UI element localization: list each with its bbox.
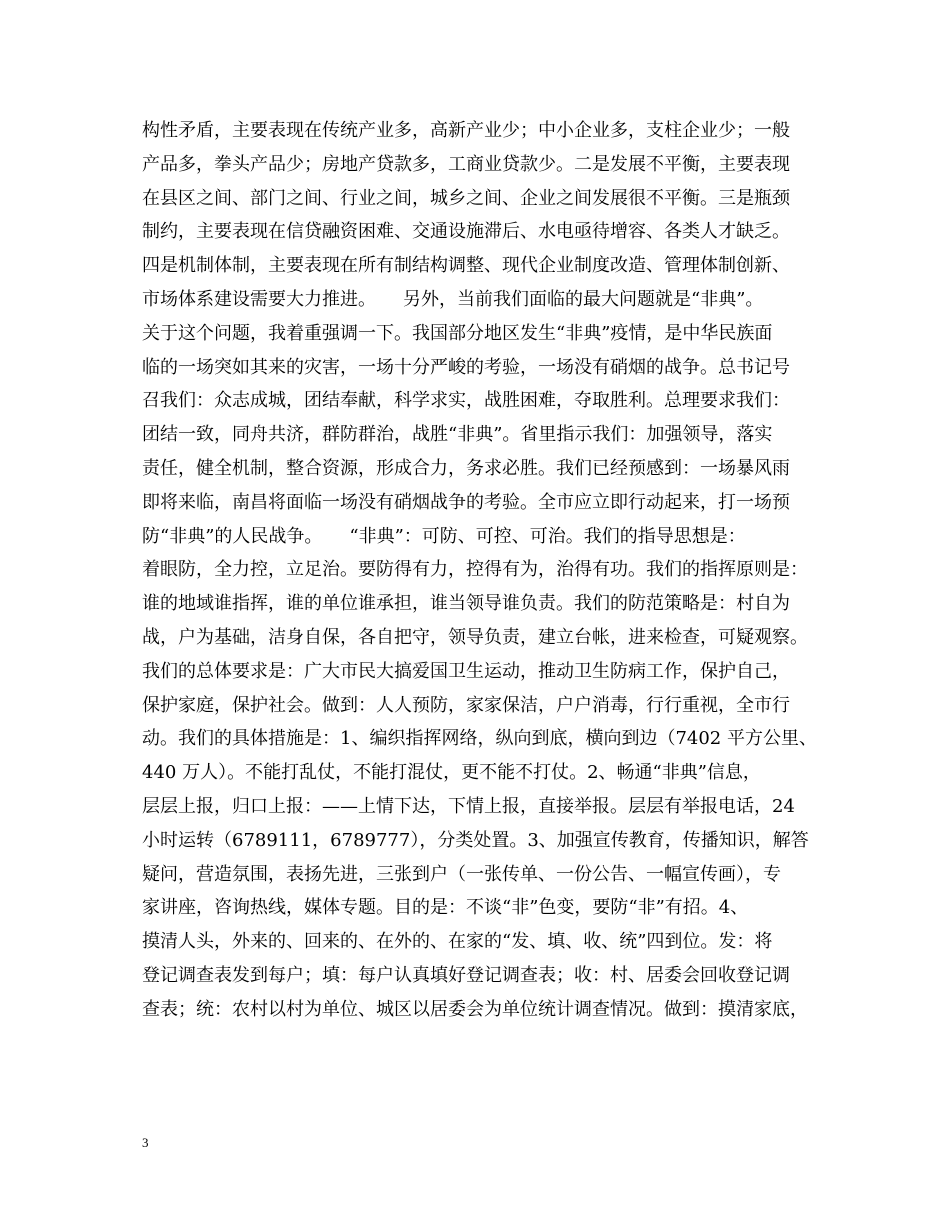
text-line: 摸清人头，外来的、回来的、在外的、在家的“发、填、收、统”四到位。发：将 [142,931,773,953]
text-line: 440 万人）。不能打乱仗，不能打混仗，更不能不打仗。2、畅通“非典”信息， [142,762,761,784]
text-line: 制约，主要表现在信贷融资困难、交通设施滞后、水电亟待增容、各类人才缺乏。 [142,221,790,243]
text-line: 在县区之间、部门之间、行业之间，城乡之间、企业之间发展很不平衡。三是瓶颈 [142,187,790,209]
text-line: 家讲座，咨询热线，媒体专题。目的是：不谈“非”色变，要防“非”有招。4、 [142,897,749,919]
text-line: 构性矛盾，主要表现在传统产业多，高新产业少；中小企业多，支柱企业少；一般 [142,120,790,141]
text-line: 市场体系建设需要大力推进。 另外，当前我们面临的最大问题就是“非典”。 [142,288,764,310]
text-line: 责任，健全机制，整合资源，形成合力，务求必胜。我们已经预感到：一场暴风雨 [142,457,790,479]
text-line: 谁的地域谁指挥，谁的单位谁承担，谁当领导谁负责。我们的防范策略是：村自为 [142,593,790,615]
text-line: 战，户为基础，洁身自保，各自把守，领导负责，建立台帐，进来检查，可疑观察。 [142,626,808,648]
text-line: 即将来临，南昌将面临一场没有硝烟战争的考验。全市应立即行动起来，打一场预 [142,491,790,513]
text-line: 层层上报，归口上报：——上情下达，下情上报，直接举报。层层有举报电话，24 [142,795,795,817]
page-number: 3 [142,1135,149,1150]
text-line: 临的一场突如其来的灾害，一场十分严峻的考验，一场没有硝烟的战争。总书记号 [142,356,790,378]
body-text [142,114,822,1027]
text-line: 登记调查表发到每户；填：每户认真填好登记调查表；收：村、居委会回收登记调 [142,964,790,986]
text-line: 召我们：众志成城，团结奉献，科学求实，战胜困难，夺取胜利。总理要求我们： [142,390,790,412]
text-line: 我们的总体要求是：广大市民大搞爱国卫生运动，推动卫生防病工作，保护自己， [142,660,790,682]
text-line: 疑问，营造氛围，表扬先进，三张到户（一张传单、一份公告、一幅宣传画），专 [142,863,781,885]
text-line: 查表；统：农村以村为单位、城区以居委会为单位统计调查情况。做到：摸清家底， [142,998,808,1020]
text-line: 动。我们的具体措施是：1、编织指挥网络，纵向到底，横向到边（7402 平方公里、 [142,728,817,750]
text-line: 着眼防，全力控，立足治。要防得有力，控得有为，治得有功。我们的指挥原则是： [142,559,808,581]
text-line: 保护家庭，保护社会。做到：人人预防，家家保洁，户户消毒，行行重视，全市行 [142,694,790,716]
text-line: 防“非典”的人民战争。 “非典”：可防、可控、可治。我们的指导思想是： [142,525,746,547]
text-line: 团结一致，同舟共济，群防群治，战胜“非典”。省里指示我们：加强领导，落实 [142,424,773,446]
text-line: 产品多，拳头产品少；房地产贷款多，工商业贷款少。二是发展不平衡，主要表现 [142,153,790,175]
text-line: 关于这个问题，我着重强调一下。我国部分地区发生“非典”疫情，是中华民族面 [142,322,773,344]
text-line: 小时运转（6789111，6789777），分类处置。3、加强宣传教育，传播知识，解答 [142,829,809,851]
text-line: 四是机制体制，主要表现在所有制结构调整、现代企业制度改造、管理体制创新、 [142,255,790,277]
